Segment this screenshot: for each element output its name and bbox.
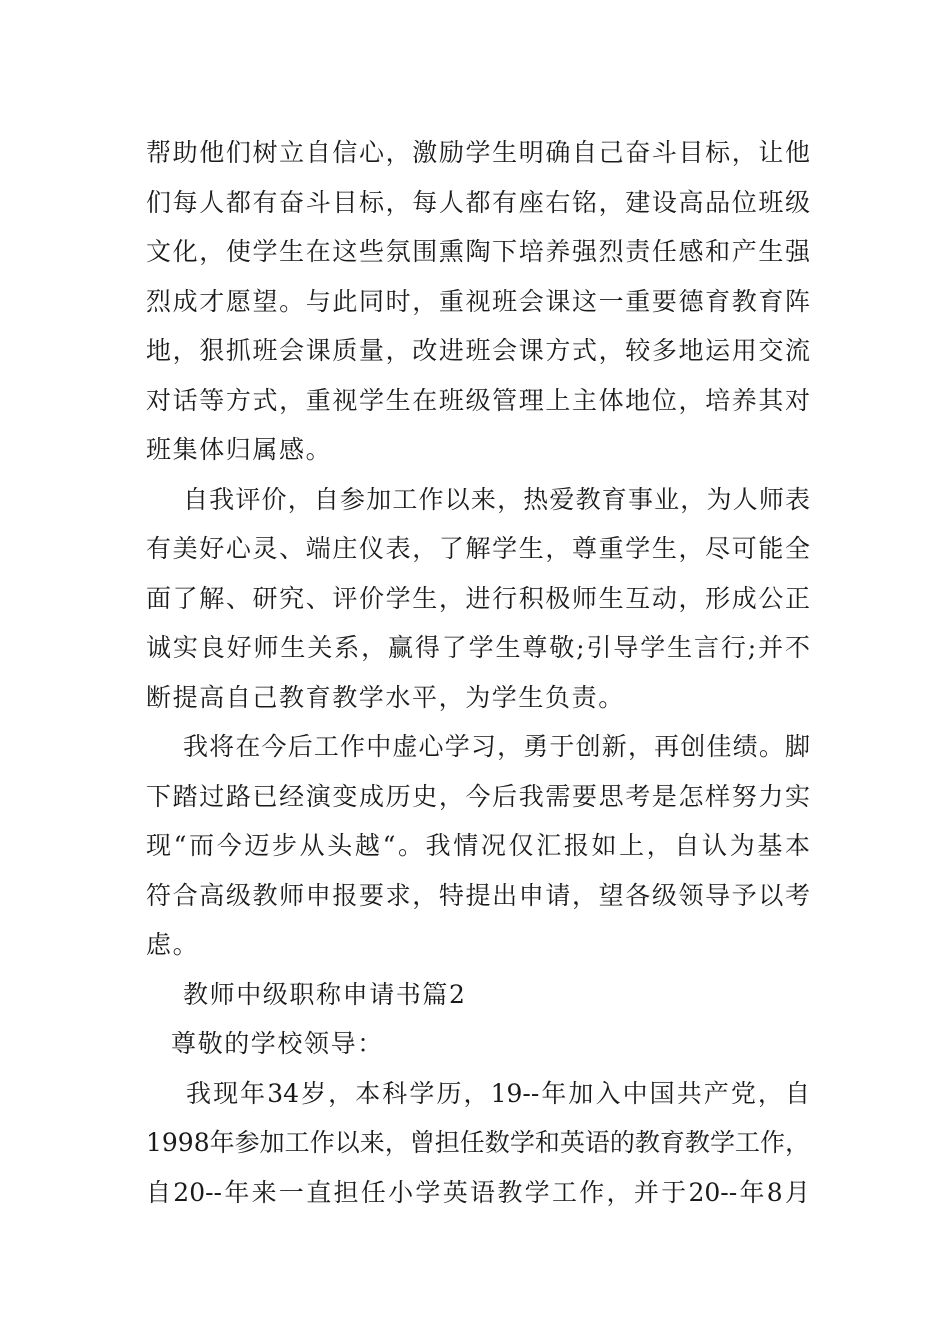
- paragraph-first-line: 我现年34岁，本科学历，19--年加入中国共产党，自: [186, 1078, 810, 1108]
- text-line: 诚实良好师生关系，赢得了学生尊敬;引导学生言行;并不: [146, 633, 810, 662]
- salutation: 尊敬的学校领导：: [171, 1029, 384, 1058]
- text-line: 自20--年来一直担任小学英语教学工作，并于20--年8月: [146, 1177, 810, 1207]
- text-line: 对话等方式，重视学生在班级管理上主体地位，培养其对: [146, 385, 810, 415]
- text-line: 班集体归属感。: [146, 435, 333, 464]
- text-line: 地，狠抓班会课质量，改进班会课方式，较多地运用交流: [146, 336, 810, 365]
- text-line: 符合高级教师申报要求，特提出申请，望各级领导予以考: [146, 880, 810, 910]
- text-line: 烈成才愿望。与此同时，重视班会课这一重要德育教育阵: [146, 286, 810, 316]
- text-line: 文化，使学生在这些氛围熏陶下培养强烈责任感和产生强: [146, 237, 810, 266]
- section-heading: 教师中级职称申请书篇2: [183, 979, 467, 1009]
- text-line: 们每人都有奋斗目标，每人都有座右铭，建设高品位班级: [146, 187, 810, 217]
- text-line: 1998年参加工作以来，曾担任数学和英语的教育教学工作，: [146, 1128, 810, 1157]
- text-line: 现“而今迈步从头越“。我情况仅汇报如上，自认为基本: [146, 831, 810, 860]
- paragraph-first-line: 自我评价，自参加工作以来，热爱教育事业，为人师表: [183, 484, 810, 514]
- text-line: 面了解、研究、评价学生，进行积极师生互动，形成公正: [146, 583, 810, 613]
- text-line: 有美好心灵、端庄仪表，了解学生，尊重学生，尽可能全: [146, 534, 810, 563]
- document-body: [146, 128, 810, 1217]
- text-line: 帮助他们树立自信心，激励学生明确自己奋斗目标，让他: [146, 138, 810, 167]
- text-line: 虑。: [146, 930, 200, 959]
- text-line: 下踏过路已经演变成历史，今后我需要思考是怎样努力实: [146, 781, 810, 811]
- paragraph-first-line: 我将在今后工作中虚心学习，勇于创新，再创佳绩。脚: [183, 732, 810, 761]
- text-line: 断提高自己教育教学水平，为学生负责。: [146, 682, 625, 712]
